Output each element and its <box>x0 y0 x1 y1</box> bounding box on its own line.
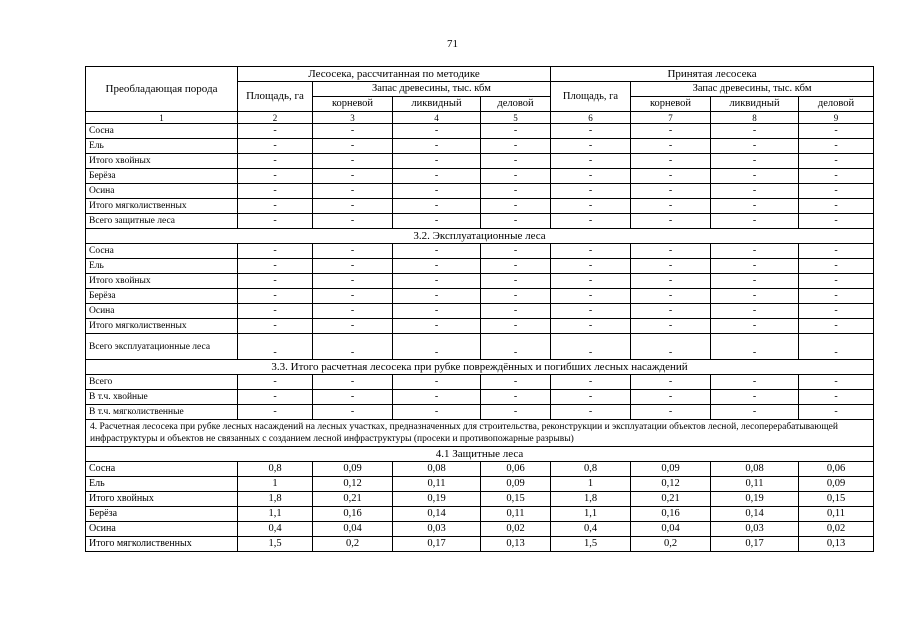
table-cell: - <box>551 214 631 229</box>
table-cell: - <box>799 154 874 169</box>
table-cell: 0,03 <box>711 522 799 537</box>
table-cell: 0,16 <box>631 507 711 522</box>
table-cell: - <box>238 199 313 214</box>
table-cell: - <box>393 139 481 154</box>
table-cell: - <box>799 199 874 214</box>
table-cell: - <box>631 390 711 405</box>
table-cell: 0,06 <box>481 462 551 477</box>
col-number: 5 <box>481 112 551 124</box>
row-species-name: Ель <box>86 477 238 492</box>
header-area: Площадь, га <box>238 82 313 112</box>
table-cell: - <box>631 184 711 199</box>
table-row <box>86 492 874 507</box>
table-cell: - <box>711 375 799 390</box>
table-cell: - <box>481 124 551 139</box>
row-species-name: Берёза <box>86 169 238 184</box>
table-row <box>86 319 874 334</box>
table-row <box>86 462 874 477</box>
table-cell: - <box>799 319 874 334</box>
table-cell: - <box>481 274 551 289</box>
table-cell: - <box>481 139 551 154</box>
table-cell: - <box>238 390 313 405</box>
table-cell: 0,08 <box>711 462 799 477</box>
col-number: 1 <box>86 112 238 124</box>
table-cell: - <box>313 334 393 360</box>
table-cell: - <box>313 169 393 184</box>
table-cell: - <box>238 214 313 229</box>
table-cell: 0,8 <box>551 462 631 477</box>
table-cell: - <box>631 334 711 360</box>
table-cell: - <box>238 259 313 274</box>
table-cell: - <box>481 405 551 420</box>
table-cell: - <box>393 169 481 184</box>
section-note <box>86 420 874 447</box>
header-species: Преобладающая порода <box>86 67 238 112</box>
table-row <box>86 139 874 154</box>
table-cell: - <box>799 169 874 184</box>
table-cell: - <box>393 375 481 390</box>
table-row <box>86 259 874 274</box>
column-number-row <box>86 112 874 124</box>
table-cell: - <box>799 289 874 304</box>
table-cell: 0,09 <box>799 477 874 492</box>
table-cell: 0,11 <box>711 477 799 492</box>
table-cell: 0,02 <box>799 522 874 537</box>
table-row <box>86 274 874 289</box>
table-cell: 1,8 <box>238 492 313 507</box>
table-cell: - <box>631 375 711 390</box>
table-cell: 0,02 <box>481 522 551 537</box>
table-cell: - <box>799 184 874 199</box>
table-cell: 1,5 <box>238 537 313 552</box>
row-species-name: Берёза <box>86 289 238 304</box>
table-cell: - <box>481 304 551 319</box>
table-cell: 1 <box>551 477 631 492</box>
table-cell: - <box>313 139 393 154</box>
table-cell: - <box>631 214 711 229</box>
table-cell: 0,15 <box>799 492 874 507</box>
table-cell: - <box>631 274 711 289</box>
table-cell: - <box>238 405 313 420</box>
table-cell: - <box>393 259 481 274</box>
table-cell: 1,8 <box>551 492 631 507</box>
col-number: 4 <box>393 112 481 124</box>
table-cell: - <box>393 184 481 199</box>
table-cell: - <box>799 390 874 405</box>
table-cell: - <box>711 274 799 289</box>
table-cell: - <box>393 319 481 334</box>
table-cell: 0,11 <box>799 507 874 522</box>
table-cell: - <box>711 199 799 214</box>
table-cell: - <box>711 259 799 274</box>
table-row <box>86 154 874 169</box>
row-species-name: Итого хвойных <box>86 154 238 169</box>
table-cell: - <box>631 154 711 169</box>
table-cell: - <box>711 214 799 229</box>
page-number: 71 <box>447 38 458 50</box>
table-cell: - <box>238 289 313 304</box>
table-cell: - <box>799 334 874 360</box>
table-cell: - <box>551 334 631 360</box>
table-row <box>86 184 874 199</box>
table-cell: - <box>799 375 874 390</box>
table-cell: - <box>393 304 481 319</box>
table-cell: - <box>551 199 631 214</box>
table-cell: - <box>313 154 393 169</box>
table-cell: - <box>238 319 313 334</box>
table-cell: 0,16 <box>313 507 393 522</box>
table-cell: - <box>313 289 393 304</box>
table-cell: - <box>711 169 799 184</box>
table-cell: - <box>481 169 551 184</box>
header-liquid: ликвидный <box>393 97 481 112</box>
table-cell: 0,19 <box>393 492 481 507</box>
table-cell: - <box>238 124 313 139</box>
header-stock-accepted: Запас древесины, тыс. кбм <box>631 82 874 97</box>
table-cell: 0,21 <box>631 492 711 507</box>
table-cell: - <box>551 274 631 289</box>
table-cell: - <box>393 199 481 214</box>
table-cell: 0,03 <box>393 522 481 537</box>
table-cell: 0,13 <box>799 537 874 552</box>
table-cell: - <box>551 390 631 405</box>
table-cell: - <box>313 214 393 229</box>
table-cell: - <box>631 405 711 420</box>
col-number: 6 <box>551 112 631 124</box>
header-liquid-accepted: ликвидный <box>711 97 799 112</box>
table-cell: 0,09 <box>481 477 551 492</box>
table-cell: - <box>551 289 631 304</box>
table-cell: - <box>799 139 874 154</box>
table-cell: - <box>551 405 631 420</box>
row-species-name: Осина <box>86 304 238 319</box>
header-group-method: Лесосека, рассчитанная по методике <box>238 67 551 82</box>
table-cell: - <box>481 319 551 334</box>
header-business: деловой <box>481 97 551 112</box>
table-cell: - <box>313 259 393 274</box>
table-cell: - <box>393 214 481 229</box>
table-cell: - <box>799 304 874 319</box>
table-row <box>86 304 874 319</box>
table-row <box>86 375 874 390</box>
header-stock-method: Запас древесины, тыс. кбм <box>313 82 551 97</box>
row-species-name: Сосна <box>86 462 238 477</box>
table-cell: 0,17 <box>393 537 481 552</box>
table-cell: 0,15 <box>481 492 551 507</box>
table-cell: - <box>551 184 631 199</box>
table-cell: - <box>481 184 551 199</box>
table-cell: - <box>481 334 551 360</box>
table-row <box>86 477 874 492</box>
header-group-accepted: Принятая лесосека <box>551 67 874 82</box>
table-cell: 0,09 <box>631 462 711 477</box>
table-cell: - <box>631 289 711 304</box>
table-row <box>86 507 874 522</box>
row-species-name: Всего эксплуатационные леса <box>86 334 238 360</box>
table-cell: - <box>631 139 711 154</box>
table-cell: - <box>313 405 393 420</box>
table-cell: 0,08 <box>393 462 481 477</box>
table-cell: 0,09 <box>313 462 393 477</box>
table-cell: - <box>238 334 313 360</box>
table-cell: - <box>551 304 631 319</box>
table-cell: 0,04 <box>631 522 711 537</box>
table-cell: - <box>393 334 481 360</box>
table-cell: - <box>711 154 799 169</box>
table-cell: - <box>799 124 874 139</box>
table-cell: - <box>238 274 313 289</box>
table-cell: - <box>551 319 631 334</box>
table-row <box>86 199 874 214</box>
table-row <box>86 522 874 537</box>
row-species-name: Итого хвойных <box>86 274 238 289</box>
table-cell: - <box>238 139 313 154</box>
col-number: 3 <box>313 112 393 124</box>
table-cell: - <box>238 184 313 199</box>
table-cell: - <box>711 124 799 139</box>
section-heading <box>86 229 874 244</box>
table-cell: - <box>313 244 393 259</box>
table-cell: - <box>238 375 313 390</box>
row-species-name: Итого мягколиственных <box>86 199 238 214</box>
table-cell: - <box>631 169 711 184</box>
table-cell: - <box>481 375 551 390</box>
table-cell: - <box>631 319 711 334</box>
table-row <box>86 289 874 304</box>
col-number: 2 <box>238 112 313 124</box>
table-row <box>86 537 874 552</box>
table-cell: 0,11 <box>393 477 481 492</box>
table-cell: 0,4 <box>238 522 313 537</box>
table-cell: - <box>313 390 393 405</box>
section-heading-text: 4.1 Защитные леса <box>86 447 874 462</box>
table-cell: - <box>551 139 631 154</box>
table-cell: - <box>481 199 551 214</box>
table-cell: 0,8 <box>238 462 313 477</box>
table-cell: 0,14 <box>711 507 799 522</box>
table-cell: - <box>238 154 313 169</box>
table-cell: - <box>799 405 874 420</box>
header-area-accepted: Площадь, га <box>551 82 631 112</box>
header-root: корневой <box>313 97 393 112</box>
row-species-name: Итого мягколиственных <box>86 319 238 334</box>
cutting-area-table <box>85 66 874 552</box>
table-cell: - <box>393 390 481 405</box>
table-cell: - <box>393 289 481 304</box>
table-cell: - <box>631 259 711 274</box>
table-cell: 1,1 <box>238 507 313 522</box>
table-cell: - <box>313 319 393 334</box>
table-row <box>86 334 874 360</box>
table-cell: - <box>393 274 481 289</box>
table-cell: - <box>313 375 393 390</box>
table-row <box>86 244 874 259</box>
table-cell: 1,1 <box>551 507 631 522</box>
table-cell: 0,2 <box>313 537 393 552</box>
table-cell: - <box>551 154 631 169</box>
table-cell: - <box>481 390 551 405</box>
row-species-name: Итого мягколиственных <box>86 537 238 552</box>
row-species-name: Всего защитные леса <box>86 214 238 229</box>
row-species-name: В т.ч. хвойные <box>86 390 238 405</box>
table-cell: - <box>711 289 799 304</box>
table-cell: - <box>481 244 551 259</box>
section-heading-text: 3.3. Итого расчетная лесосека при рубке повреждённых и погибших лесных насаждений <box>86 360 874 375</box>
table-cell: 0,12 <box>313 477 393 492</box>
table-row <box>86 124 874 139</box>
table-cell: - <box>711 405 799 420</box>
table-cell: - <box>551 124 631 139</box>
table-cell: 0,4 <box>551 522 631 537</box>
table-cell: - <box>711 139 799 154</box>
table-cell: 1 <box>238 477 313 492</box>
table-cell: - <box>238 169 313 184</box>
table-cell: - <box>551 259 631 274</box>
table-cell: - <box>481 154 551 169</box>
table-cell: - <box>481 259 551 274</box>
row-species-name: Осина <box>86 184 238 199</box>
table-cell: - <box>313 304 393 319</box>
table-cell: - <box>631 124 711 139</box>
col-number: 7 <box>631 112 711 124</box>
col-number: 8 <box>711 112 799 124</box>
table-cell: 1,5 <box>551 537 631 552</box>
row-species-name: Осина <box>86 522 238 537</box>
row-species-name: Всего <box>86 375 238 390</box>
table-row <box>86 390 874 405</box>
section-heading <box>86 360 874 375</box>
table-cell: - <box>313 199 393 214</box>
table-cell: - <box>631 304 711 319</box>
table-cell: 0,17 <box>711 537 799 552</box>
table-cell: - <box>481 214 551 229</box>
table-cell: - <box>313 184 393 199</box>
header-business-accepted: деловой <box>799 97 874 112</box>
table-cell: - <box>481 289 551 304</box>
table-cell: - <box>313 124 393 139</box>
row-species-name: В т.ч. мягколиственные <box>86 405 238 420</box>
row-species-name: Сосна <box>86 124 238 139</box>
row-species-name: Итого хвойных <box>86 492 238 507</box>
table-cell: - <box>799 259 874 274</box>
table-cell: - <box>551 244 631 259</box>
table-cell: - <box>799 214 874 229</box>
table-cell: 0,04 <box>313 522 393 537</box>
table-row <box>86 169 874 184</box>
table-cell: - <box>799 274 874 289</box>
col-number: 9 <box>799 112 874 124</box>
table-cell: 0,21 <box>313 492 393 507</box>
table-cell: - <box>393 405 481 420</box>
section-note-text: 4. Расчетная лесосека при рубке лесных насаждений на лесных участках, предназначенных для строительства, реконструкции и эксплуатации объектов лесной, лесоперерабатывающей инфраструктуры и объектов не связанных с созданием лесной инфраструктуры (просеки и противопожарные разрывы) <box>86 420 874 447</box>
header-root-accepted: корневой <box>631 97 711 112</box>
table-row <box>86 214 874 229</box>
row-species-name: Сосна <box>86 244 238 259</box>
table-row <box>86 405 874 420</box>
row-species-name: Ель <box>86 139 238 154</box>
row-species-name: Берёза <box>86 507 238 522</box>
table-cell: - <box>393 154 481 169</box>
table-cell: - <box>799 244 874 259</box>
table-cell: - <box>711 334 799 360</box>
table-cell: 0,14 <box>393 507 481 522</box>
table-cell: - <box>711 184 799 199</box>
table-cell: - <box>631 244 711 259</box>
table-cell: 0,12 <box>631 477 711 492</box>
section-heading <box>86 447 874 462</box>
table-cell: - <box>313 274 393 289</box>
table-cell: 0,06 <box>799 462 874 477</box>
table-cell: 0,13 <box>481 537 551 552</box>
row-species-name: Ель <box>86 259 238 274</box>
table-cell: 0,11 <box>481 507 551 522</box>
table-cell: - <box>238 304 313 319</box>
table-cell: - <box>711 319 799 334</box>
table-cell: 0,19 <box>711 492 799 507</box>
table-cell: - <box>551 169 631 184</box>
table-cell: - <box>711 244 799 259</box>
table-cell: - <box>393 124 481 139</box>
table-cell: - <box>631 199 711 214</box>
table-cell: 0,2 <box>631 537 711 552</box>
table-cell: - <box>711 390 799 405</box>
table-cell: - <box>551 375 631 390</box>
table-cell: - <box>711 304 799 319</box>
section-heading-text: 3.2. Эксплуатационные леса <box>86 229 874 244</box>
table-cell: - <box>393 244 481 259</box>
table-cell: - <box>238 244 313 259</box>
